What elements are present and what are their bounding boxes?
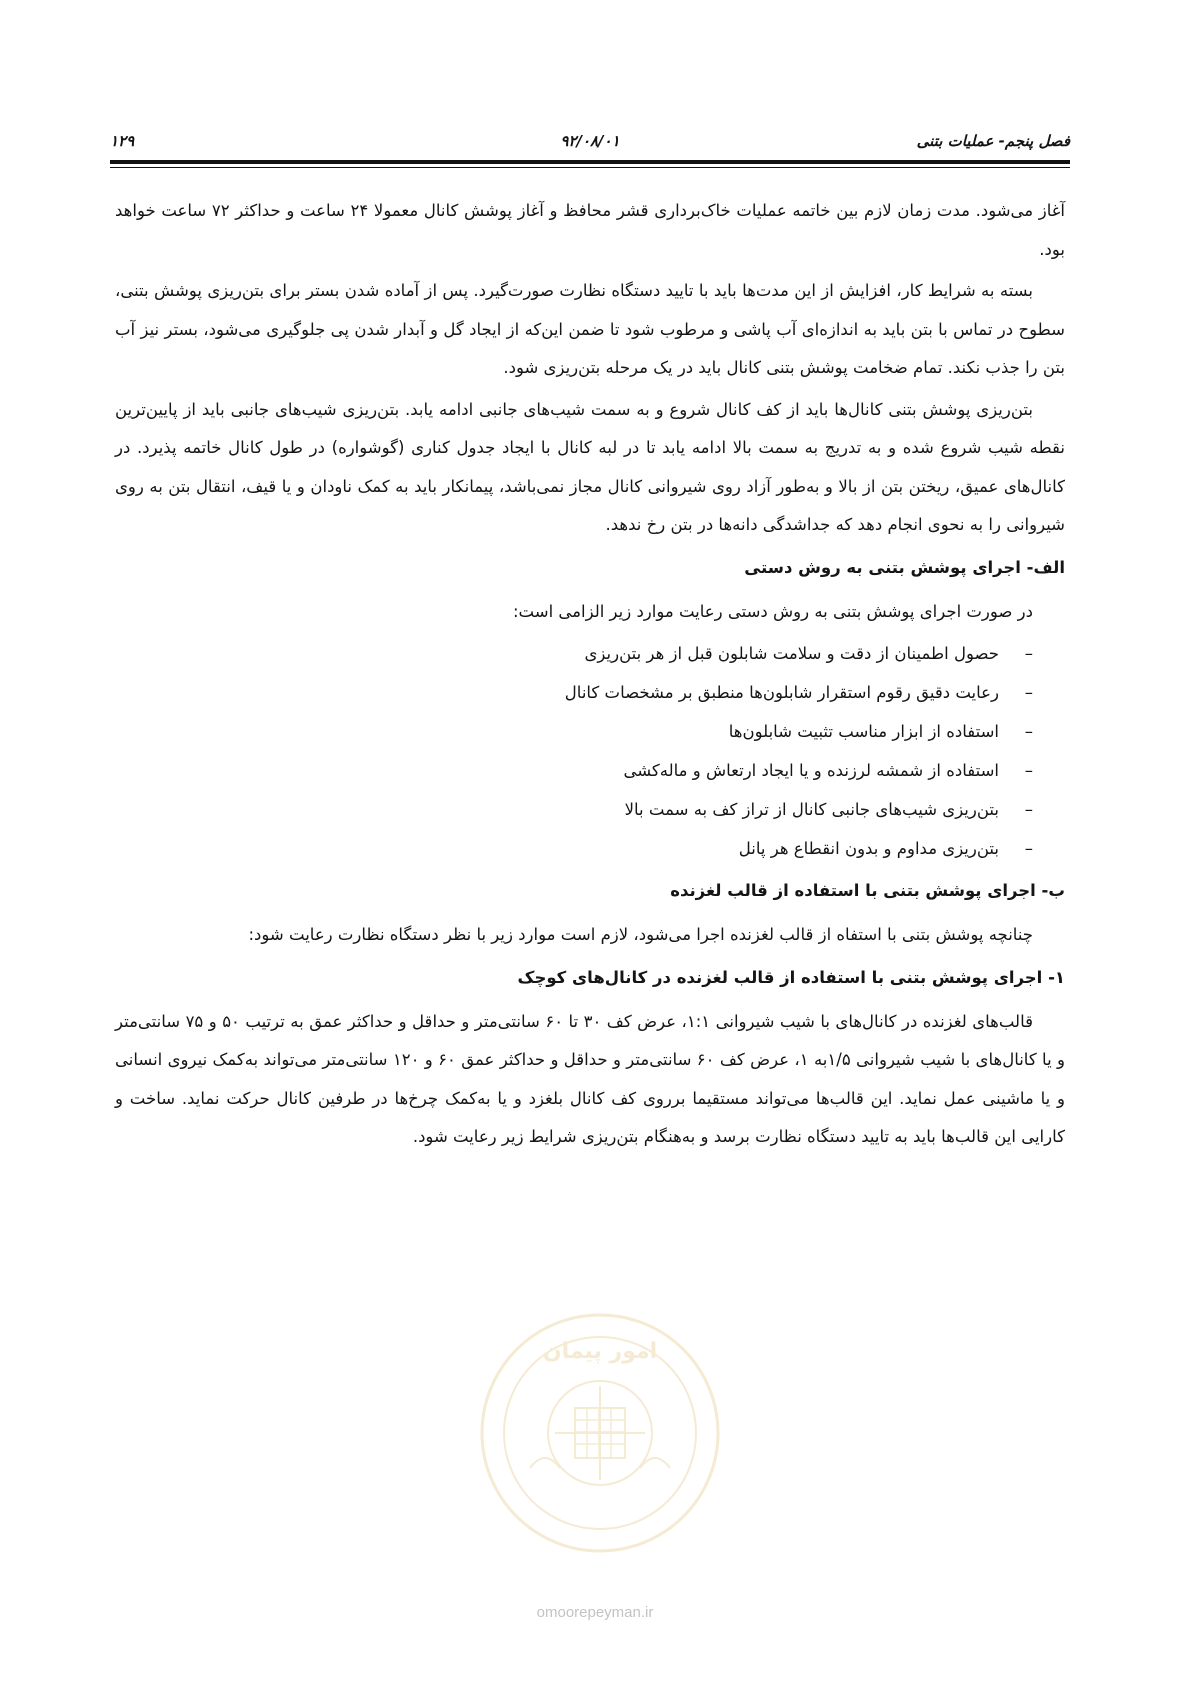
paragraph-4: قالب‌های لغزنده در کانال‌های با شیب شیروانی ۱:۱، عرض کف ۳۰ تا ۶۰ سانتی‌متر و حداقل و حداکثر عمق به ترتیب ۵۰ و ۷۵ سانتی‌متر و یا کانال‌های با شیب شیروانی ۱/۵به ۱، عرض کف ۶۰ سانتی‌متر و حداقل و حداکثر عمق ۶۰ و ۱۲۰ سانتی‌متر می‌تواند به‌کمک نیروی انسانی و یا ماشینی عمل نماید. این قالب‌ها می‌تواند مستقیما برروی کف کانال بلغزد و یا به‌کمک چرخ‌ها در طرفین کانال حرکت نماید. ساخت و کارایی این قالب‌ها باید به تایید دستگاه نظارت برسد و به‌هنگام بتن‌ریزی شرایط زیر رعایت شود. [115,1011,1065,1146]
heading-small-canals: ۱- اجرای پوشش بتنی با استفاده از قالب لغزنده در کانال‌های کوچک [517,967,1065,987]
list-dash: – [1024,683,1033,702]
manual-method-intro: در صورت اجرای پوشش بتنی به روش دستی رعایت موارد زیر الزامی است: [513,601,1033,621]
header-date: ۹۲/۰۸/۰۱ [560,132,620,150]
seal-text: امور پیمان [542,1339,658,1364]
chapter-title: فصل پنجم- عملیات بتنی [916,132,1070,150]
list-item [115,634,1033,673]
slipform-method-intro: چنانچه پوشش بتنی با استفاه از قالب لغزنده اجرا می‌شود، لازم است موارد زیر با نظر دستگاه نظارت رعایت شود: [248,925,1033,944]
list-item-text: استفاده از شمشه لرزنده و یا ایجاد ارتعاش و ماله‌کشی [623,761,999,780]
page-header [110,128,1070,154]
heading-slipform-method: ب- اجرای پوشش بتنی با استفاده از قالب لغزنده [670,881,1065,900]
list-item [115,751,1033,790]
paragraph-3: بتن‌ریزی پوشش بتنی کانال‌ها باید از کف کانال شروع و به سمت شیب‌های جانبی ادامه یابد. بتن‌ریزی شیب‌های جانبی باید از پایین‌ترین نقطه شیب شروع شده و به تدریج به سمت بالا ادامه یابد تا در لبه کانال با ایجاد جدول کناری (گوشواره) در طول کانال خاتمه پذیرد. در کانال‌های عمیق، ریختن بتن از بالا و به‌طور آزاد روی شیروانی کانال مجاز نمی‌باشد، پیمانکار باید به کمک ناودان و یا قیف، انتقال بتن به روی شیروانی را به نحوی انجام دهد که جداشدگی دانه‌ها در بتن رخ ندهد. [115,399,1065,534]
list-dash: – [1024,722,1033,741]
list-dash: – [1024,839,1033,858]
list-dash: – [1024,761,1033,780]
header-rule-thick [110,160,1070,164]
list-dash: – [1024,644,1033,663]
list-item-text: رعایت دقیق رقوم استقرار شابلون‌ها منطبق بر مشخصات کانال [564,683,999,702]
paragraph-1: آغاز می‌شود. مدت زمان لازم بین خاتمه عملیات خاک‌برداری قشر محافظ و آغاز پوشش کانال معمولا ۲۴ ساعت و حداکثر ۷۲ ساعت خواهد بود. [115,201,1066,259]
seal-emblem-icon [475,1308,725,1558]
list-item-text: بتن‌ریزی شیب‌های جانبی کانال از تراز کف به سمت بالا [624,800,999,819]
list-item [115,829,1033,868]
list-item-text: حصول اطمینان از دقت و سلامت شابلون قبل از هر بتن‌ریزی [584,644,999,663]
manual-method-list [115,634,1065,868]
list-item [115,790,1033,829]
watermark-site: omoorepeyman.ir [536,1604,654,1621]
list-dash: – [1024,800,1033,819]
page-body [115,192,1065,1160]
list-item-text: بتن‌ریزی مداوم و بدون انقطاع هر پانل [738,839,999,858]
page-number: ۱۲۹ [110,132,135,150]
list-item-text: استفاده از ابزار مناسب تثبیت شابلون‌ها [728,722,999,741]
list-item [115,673,1033,712]
header-rule-thin [110,167,1070,168]
list-item [115,712,1033,751]
heading-manual-method: الف- اجرای پوشش بتنی به روش دستی [744,557,1065,577]
paragraph-2: بسته به شرایط کار، افزایش از این مدت‌ها باید با تایید دستگاه نظارت صورت‌گیرد. پس از آماده شدن بستر برای بتن‌ریزی پوشش بتنی، سطوح در تماس با بتن باید به اندازه‌ای آب پاشی و مرطوب شود تا ضمن این‌که از ایجاد گل و آبدار شدن پی جلوگیری می‌شود، بستر نیز آب بتن را جذب نکند. تمام ضخامت پوشش بتنی کانال باید در یک مرحله بتن‌ریزی شود. [115,281,1065,377]
